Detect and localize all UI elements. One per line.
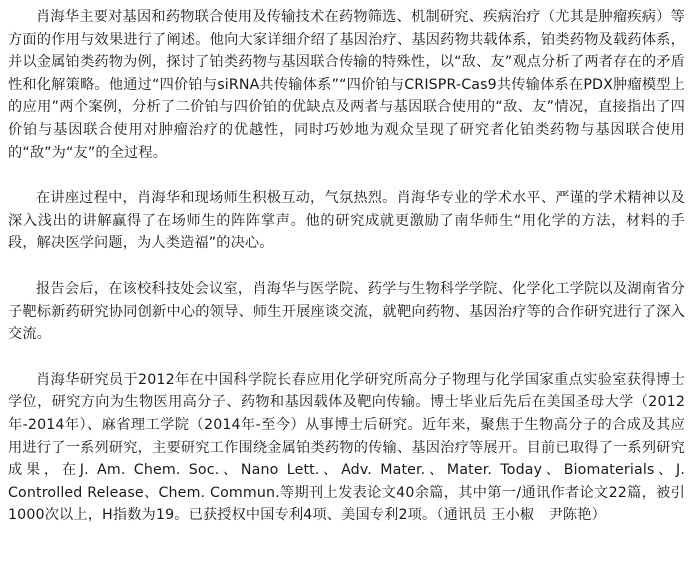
article-paragraph-symposium: 报告会后，在该校科技处会议室，肖海华与医学院、药学与生物科学学院、化学化工学院以及湖南省分子靶标新药研究协同创新中心的领导、师生开展座谈交流，就靶向药物、基因治疗等的合作研究进行了深入交流。	[8, 280, 685, 343]
article-paragraph-research-overview: 肖海华主要对基因和药物联合使用及传输技术在药物筛选、机制研究、疾病治疗（尤其是肿瘤疾病）等方面的作用与效果进行了阐述。他向大家详细介绍了基因治疗、基因药物共载体系，铂类药物及载药体系，并以金属铂类药物为例，探讨了铂类药物与基因联合传输的特殊性，以“敌、友”观点分析了两者存在的矛盾性和化解策略。他通过“四价铂与siRNA共传输体系”“四价铂与CRISPR-Cas9共传输体系在PDX肿瘤模型上的应用”两个案例，分析了二价铂与四价铂的优缺点及两者与基因联合使用的“敌、友”情况，直接指出了四价铂与基因联合使用对肿瘤治疗的优越性，同时巧妙地为观众呈现了研究者化铂类药物与基因联合使用的“敌”为“友”的全过程。	[8, 9, 685, 161]
article-paragraph-lecture-interaction: 在讲座过程中，肖海华和现场师生积极互动，气氛热烈。肖海华专业的学术水平、严谨的学术精神以及深入浅出的讲解赢得了在场师生的阵阵掌声。他的研究成就更激励了南华师生“用化学的方法，材料的手段，解决医学问题，为人类造福”的决心。	[8, 190, 685, 252]
article-paragraph-speaker-bio: 肖海华研究员于2012年在中国科学院长春应用化学研究所高分子物理与化学国家重点实验室获得博士学位，研究方向为生物医用高分子、药物和基因载体及靶向传输。博士毕业后先后在美国圣母大学（2012年-2014年）、麻省理工学院（2014年-至今）从事博士后研究。近年来，聚焦于生物高分子的合成及其应用进行了一系列研究，主要研究工作围绕金属铂类药物的传输、基因治疗等展开。目前已取得了一系列研究成果，在J. Am. Chem. Soc.、Nano Lett.、Adv. Mater.、Mater. Today、Biomaterials、J. Controlled Release、Chem. Commun.等期刊上发表论文40余篇，其中第一/通讯作者论文22篇，被引1000次以上，H指数为19。已获授权中国专利4项、美国专利2项。（通讯员 王小椒 尹陈艳）	[8, 371, 685, 524]
